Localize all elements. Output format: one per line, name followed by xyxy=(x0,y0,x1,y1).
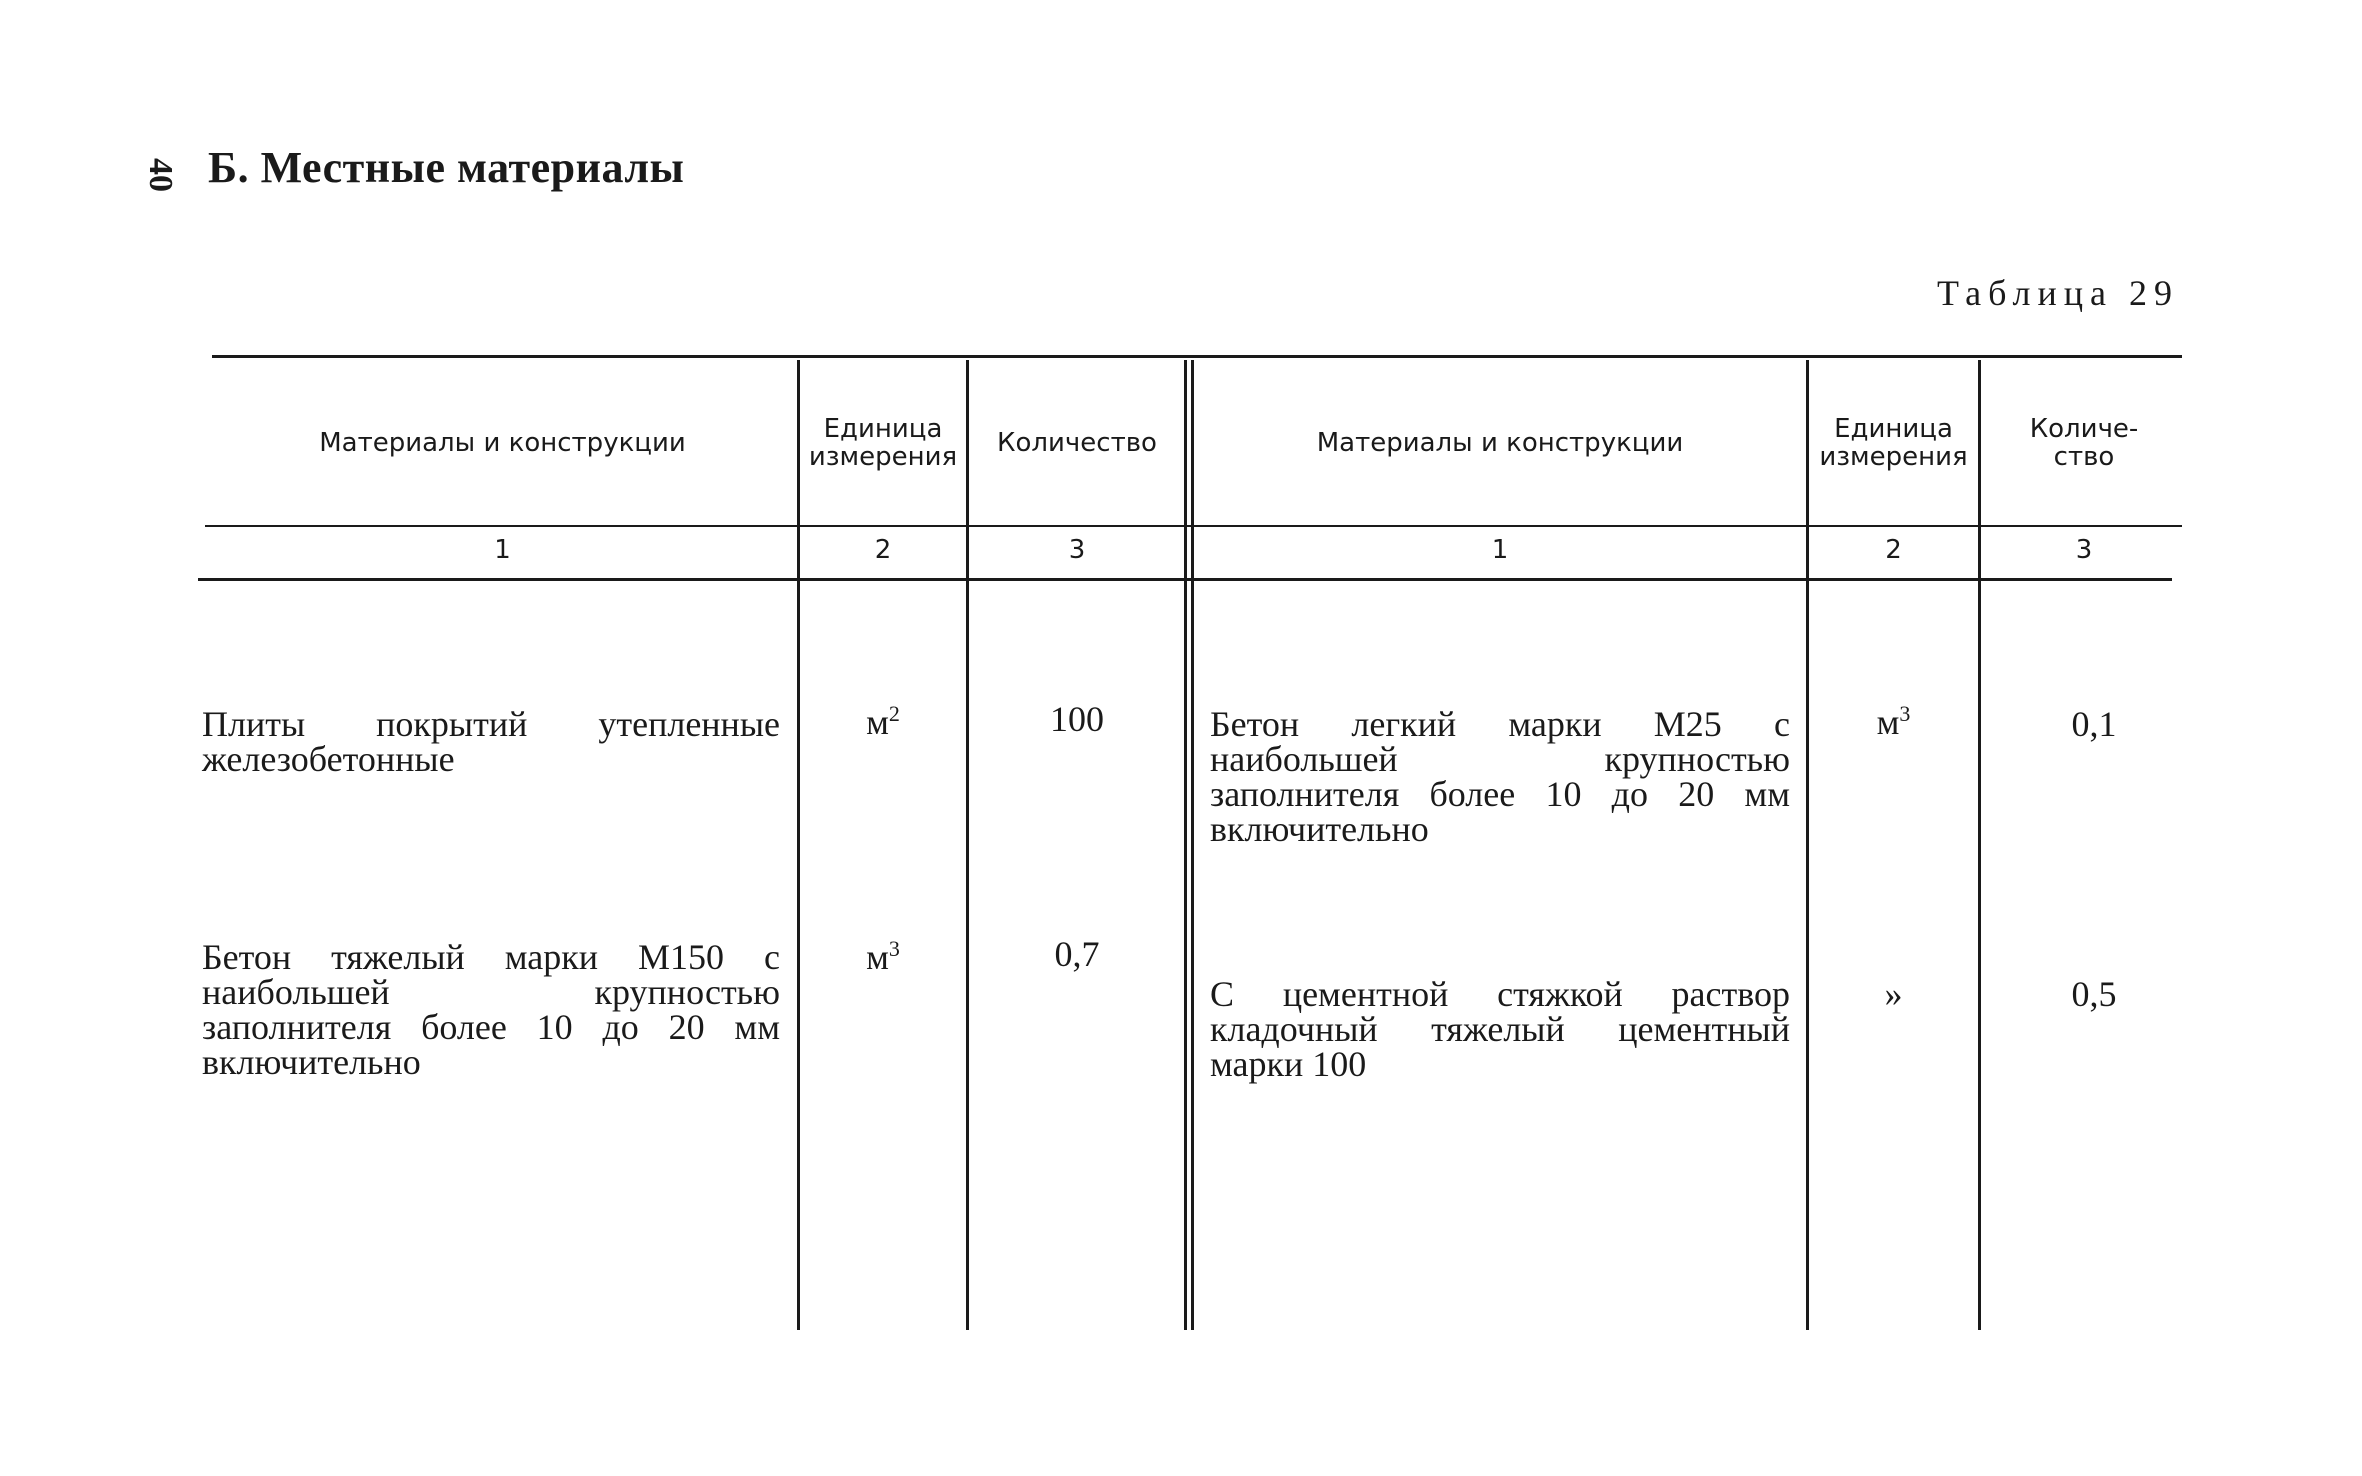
page-number: 40 xyxy=(142,158,179,192)
column-number: 2 xyxy=(874,535,892,565)
column-number: 3 xyxy=(1068,535,1086,565)
unit-exponent: 3 xyxy=(888,936,900,961)
unit-cell xyxy=(1811,701,1976,742)
column-divider xyxy=(1806,360,1809,1330)
quantity-cell: 0,5 xyxy=(2071,974,2117,1014)
header-unit-right: Единица измерения xyxy=(1819,413,1968,472)
column-number: 3 xyxy=(2075,535,2093,565)
material-description: С цементной стяжкой раствор кладочный тяжелый цементный марки 100 xyxy=(1210,974,1790,1084)
header-materials-left: Материалы и конструкции xyxy=(319,427,686,458)
unit-cell xyxy=(803,701,963,742)
unit-base: м xyxy=(866,937,889,977)
unit-cell xyxy=(1811,974,1976,1014)
material-description: Бетон легкий марки М25 с наибольшей крупностью заполнителя более 10 до 20 мм включительно xyxy=(1210,704,1790,849)
column-divider xyxy=(797,360,800,1330)
center-double-divider xyxy=(1191,360,1194,1330)
column-divider xyxy=(1978,360,1981,1330)
column-number: 2 xyxy=(1885,535,1902,565)
unit-exponent: 3 xyxy=(1899,701,1911,726)
header-quantity-left: Количество xyxy=(997,427,1157,458)
column-divider xyxy=(966,360,969,1330)
table-caption: Таблица 29 xyxy=(1937,273,2179,313)
material-description: Плиты покрытий утепленные железобетонные xyxy=(202,704,780,779)
unit-cell xyxy=(803,936,963,977)
table-top-rule xyxy=(212,355,2182,358)
column-number: 1 xyxy=(1491,535,1509,565)
column-number: 1 xyxy=(494,535,511,565)
unit-exponent: 2 xyxy=(888,701,900,726)
quantity-cell: 100 xyxy=(1050,699,1104,739)
header-quantity-right: Количе-ство xyxy=(2029,413,2139,472)
section-title: Б. Местные материалы xyxy=(208,143,685,192)
material-description: Бетон тяжелый марки М150 с наибольшей крупностью заполнителя более 10 до 20 мм включительно xyxy=(202,937,780,1082)
quantity-cell: 0,7 xyxy=(1054,934,1100,974)
unit-base: м xyxy=(1876,702,1900,742)
header-materials-right: Материалы и конструкции xyxy=(1316,427,1684,458)
unit-base: » xyxy=(1884,974,1903,1014)
center-double-divider xyxy=(1184,360,1187,1330)
quantity-cell: 0,1 xyxy=(2071,704,2117,744)
header-unit-left: Единица измерения xyxy=(808,413,958,472)
unit-base: м xyxy=(866,702,889,742)
